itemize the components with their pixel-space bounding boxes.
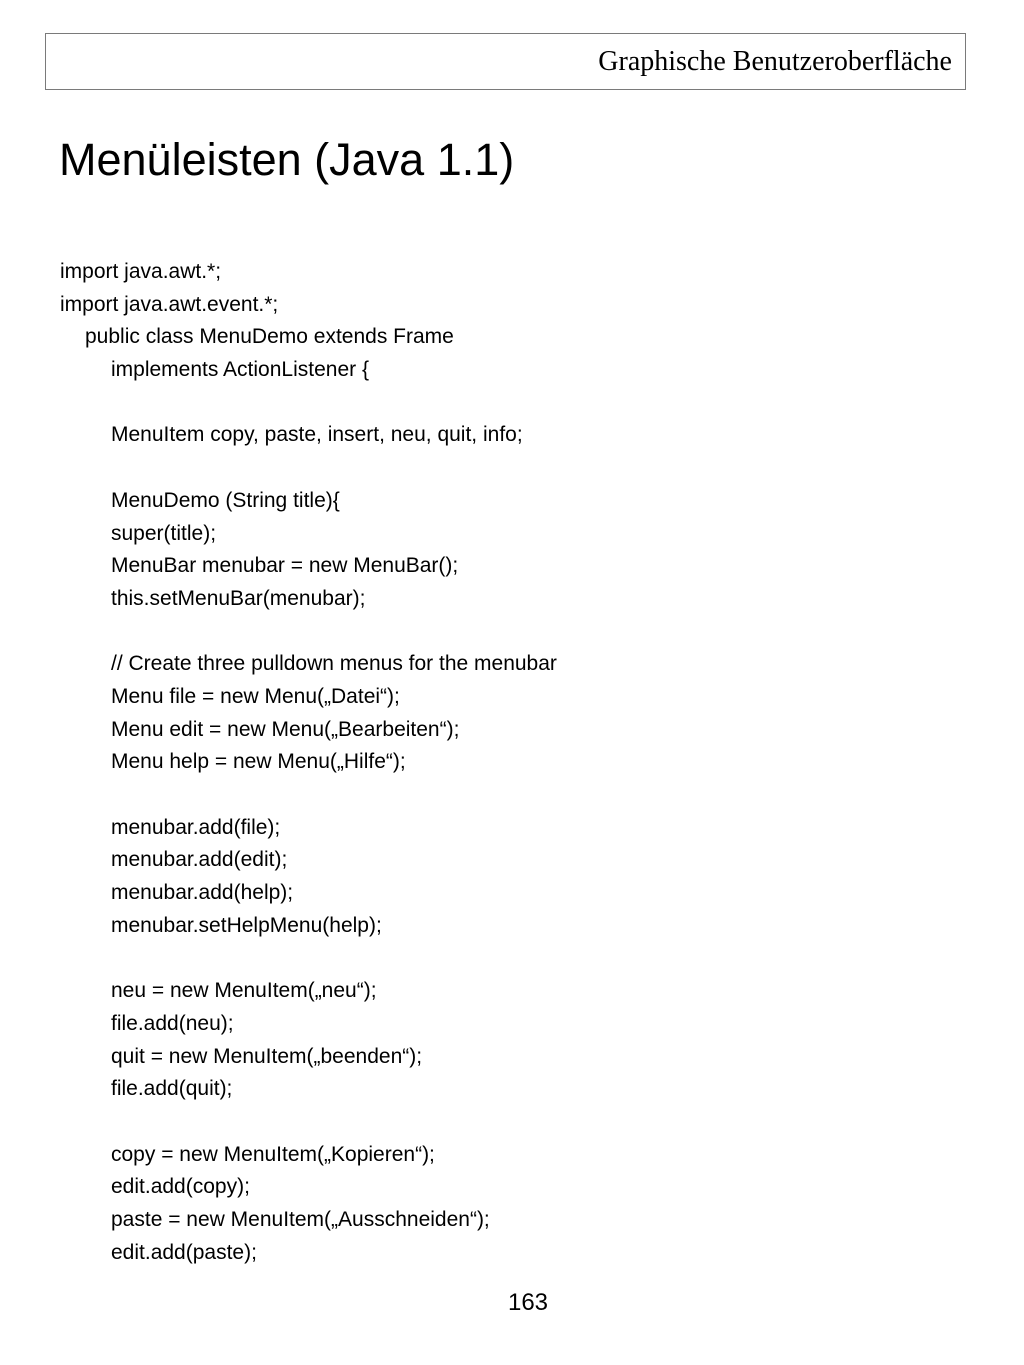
- code-line: menubar.setHelpMenu(help);: [111, 913, 382, 937]
- code-line: MenuBar menubar = new MenuBar();: [111, 554, 459, 578]
- code-line: MenuItem copy, paste, insert, neu, quit, info;: [111, 423, 523, 447]
- code-line: Menu file = new Menu(„Datei“);: [111, 684, 400, 708]
- code-line: file.add(quit);: [111, 1077, 233, 1101]
- header-box: [45, 33, 966, 90]
- code-line: implements ActionListener {: [111, 358, 369, 382]
- code-line: super(title);: [111, 521, 217, 545]
- code-line: menubar.add(help);: [111, 881, 294, 905]
- code-line: this.setMenuBar(menubar);: [111, 586, 366, 610]
- code-blank-line: [60, 387, 557, 420]
- code-line: // Create three pulldown menus for the menubar: [111, 652, 557, 676]
- code-blank-line: [60, 942, 557, 975]
- code-line: paste = new MenuItem(„Ausschneiden“);: [111, 1207, 490, 1231]
- code-line: menubar.add(edit);: [111, 848, 288, 872]
- code-blank-line: [60, 1106, 557, 1139]
- code-line: copy = new MenuItem(„Kopieren“);: [111, 1142, 435, 1166]
- code-blank-line: [60, 452, 557, 485]
- header-title: Graphische Benutzeroberfläche: [598, 46, 952, 77]
- code-blank-line: [60, 779, 557, 812]
- page-number: 163: [507, 1289, 549, 1316]
- code-line: public class MenuDemo extends Frame: [85, 325, 454, 349]
- code-line: import java.awt.event.*;: [60, 292, 279, 316]
- code-line: quit = new MenuItem(„beenden“);: [111, 1044, 423, 1068]
- code-line: edit.add(copy);: [111, 1175, 250, 1199]
- code-line: import java.awt.*;: [60, 260, 222, 283]
- code-line: Menu edit = new Menu(„Bearbeiten“);: [111, 717, 460, 741]
- page-title: Menüleisten (Java 1.1): [59, 134, 515, 185]
- code-line: Menu help = new Menu(„Hilfe“);: [111, 750, 406, 774]
- code-line: MenuDemo (String title){: [111, 488, 340, 512]
- code-line: menubar.add(file);: [111, 815, 281, 839]
- code-line: neu = new MenuItem(„neu“);: [111, 979, 377, 1003]
- code-blank-line: [60, 616, 557, 649]
- code-line: edit.add(paste);: [111, 1240, 257, 1264]
- code-listing: [60, 256, 557, 1269]
- code-line: file.add(neu);: [111, 1011, 234, 1035]
